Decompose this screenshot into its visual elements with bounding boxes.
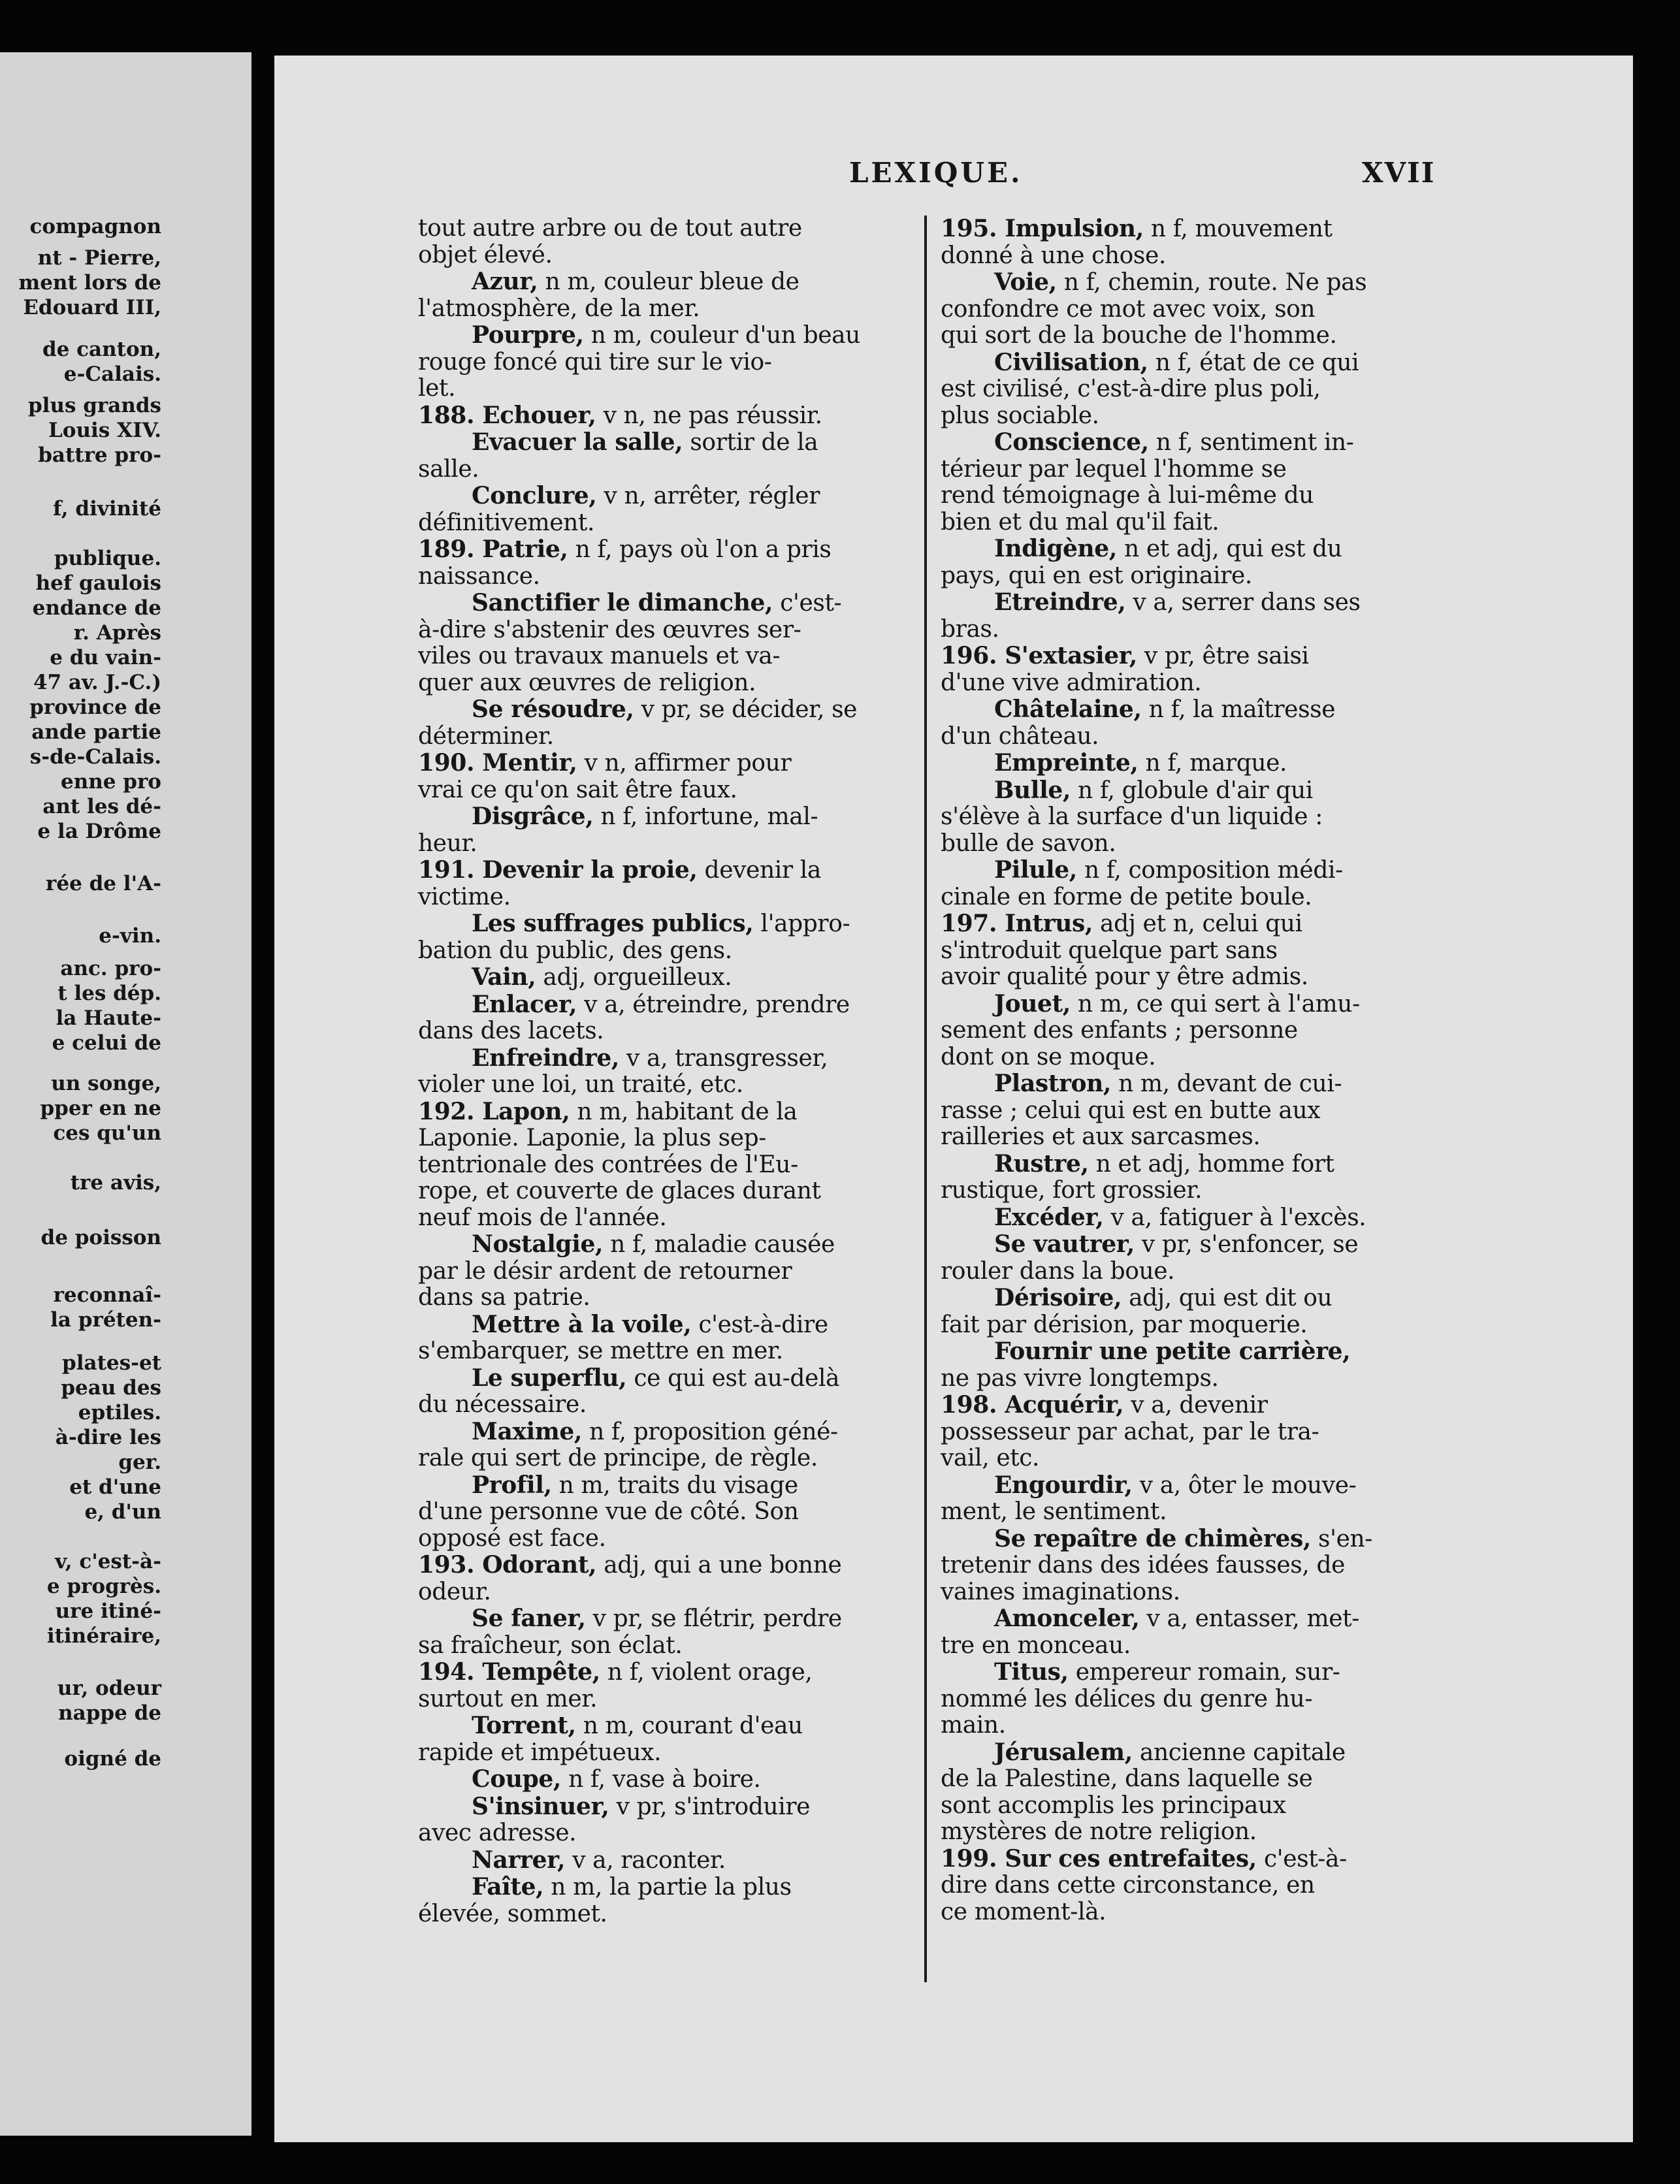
left-line: ger. (118, 1451, 161, 1474)
entry-line: Les suffrages publics, l'appro- (472, 910, 850, 937)
text-line: naissance. (418, 562, 540, 590)
entry-line: Torrent, n m, courant d'eau (472, 1712, 803, 1739)
text-line: avoir qualité pour y être admis. (941, 963, 1308, 990)
left-line: f, divinité (53, 497, 161, 521)
left-line: ces qu'un (53, 1121, 161, 1145)
numbered-entry-line: 193. Odorant, adj, qui a une bonne (418, 1551, 842, 1579)
text-line: railleries et aux sarcasmes. (941, 1123, 1261, 1150)
left-line: t les dép. (57, 982, 161, 1005)
text-line: déterminer. (418, 722, 554, 750)
entry-line: Excéder, v a, fatiguer à l'excès. (994, 1203, 1366, 1231)
entry-line: Etreindre, v a, serrer dans ses (994, 588, 1361, 616)
entry-line: Evacuer la salle, sortir de la (472, 428, 818, 456)
text-line: ment, le sentiment. (941, 1498, 1167, 1525)
text-line: dans sa patrie. (418, 1284, 590, 1311)
text-line: cinale en forme de petite boule. (941, 883, 1312, 910)
numbered-entry-line: 198. Acquérir, v a, devenir (941, 1391, 1268, 1419)
entry-line: Nostalgie, n f, maladie causée (472, 1230, 835, 1258)
text-line: l'atmosphère, de la mer. (418, 295, 700, 322)
left-line: ande partie (31, 720, 161, 744)
entry-line: Pourpre, n m, couleur d'un beau (472, 321, 860, 349)
left-line: endance de (32, 596, 161, 620)
left-page-fragment (0, 52, 251, 2136)
text-line: donné à une chose. (941, 242, 1166, 269)
entry-line: Se vautrer, v pr, s'enfoncer, se (994, 1230, 1359, 1258)
entry-line: Se repaître de chimères, s'en- (994, 1524, 1373, 1552)
left-line: Edouard III, (23, 296, 161, 319)
text-line: salle. (418, 455, 479, 483)
text-line: bulle de savon. (941, 829, 1116, 857)
text-line: qui sort de la bouche de l'homme. (941, 322, 1337, 349)
text-line: sa fraîcheur, son éclat. (418, 1631, 683, 1659)
text-line: viles ou travaux manuels et va- (418, 643, 781, 669)
entry-line: Jérusalem, ancienne capitale (994, 1738, 1346, 1766)
left-line: e la Drôme (37, 820, 161, 843)
numbered-entry-line: 199. Sur ces entrefaites, c'est-à- (941, 1844, 1347, 1872)
entry-line: Titus, empereur romain, sur- (994, 1658, 1340, 1686)
left-line: ant les dé- (42, 795, 161, 818)
entry-line: Mettre à la voile, c'est-à-dire (472, 1310, 828, 1338)
text-line: quer aux œuvres de religion. (418, 669, 756, 696)
text-line: bien et du mal qu'il fait. (941, 508, 1220, 536)
left-line: et d'une (69, 1475, 161, 1499)
entry-line: S'insinuer, v pr, s'introduire (472, 1792, 811, 1820)
text-line: rasse ; celui qui est en butte aux (941, 1097, 1321, 1124)
entry-line: Plastron, n m, devant de cui- (994, 1070, 1342, 1097)
numbered-entry-line: 192. Lapon, n m, habitant de la (418, 1097, 798, 1125)
left-line: publique. (54, 547, 161, 570)
left-line: tre avis, (70, 1171, 161, 1195)
entry-line: Disgrâce, n f, infortune, mal- (472, 803, 818, 830)
entry-line: Azur, n m, couleur bleue de (472, 268, 800, 295)
entry-line: Civilisation, n f, état de ce qui (994, 348, 1359, 376)
text-line: surtout en mer. (418, 1685, 598, 1712)
entry-line: Conscience, n f, sentiment in- (994, 428, 1354, 456)
text-line: confondre ce mot avec voix, son (941, 295, 1316, 323)
text-line: d'une vive admiration. (941, 669, 1202, 696)
text-line: élevée, sommet. (418, 1900, 607, 1927)
column-right (941, 216, 1453, 1925)
left-line: e progrès. (46, 1575, 161, 1598)
entry-line: Bulle, n f, globule d'air qui (994, 776, 1313, 804)
left-line: nt - Pierre, (37, 246, 161, 270)
text-line: rustique, fort grossier. (941, 1177, 1203, 1204)
text-line: bras. (941, 615, 999, 643)
column-left (418, 216, 914, 1927)
text-line: vrai ce qu'on sait être faux. (418, 776, 737, 803)
entry-line: Voie, n f, chemin, route. Ne pas (994, 268, 1367, 296)
text-line: dont on se moque. (941, 1043, 1156, 1070)
text-line: avec adresse. (418, 1820, 577, 1846)
text-line: let. (418, 375, 456, 402)
text-line: vail, etc. (941, 1445, 1040, 1471)
running-header (274, 157, 1633, 196)
text-line: rapide et impétueux. (418, 1739, 662, 1766)
left-line: ure itiné- (55, 1599, 161, 1623)
text-line: objet élevé. (418, 241, 553, 268)
entry-line: Engourdir, v a, ôter le mouve- (994, 1471, 1357, 1499)
text-line: opposé est face. (418, 1524, 606, 1552)
entry-line: Profil, n m, traits du visage (472, 1471, 798, 1499)
text-line: possesseur par achat, par le tra- (941, 1418, 1319, 1445)
page-number: XVII (1362, 157, 1436, 189)
page-title: LEXIQUE. (849, 157, 1023, 189)
text-line: ne pas vivre longtemps. (941, 1364, 1219, 1392)
text-line: de la Palestine, dans laquelle se (941, 1765, 1313, 1792)
entry-line: Narrer, v a, raconter. (472, 1846, 726, 1874)
text-line: odeur. (418, 1578, 491, 1605)
left-line: s-de-Calais. (29, 745, 161, 769)
text-line: dire dans cette circonstance, en (941, 1872, 1315, 1899)
left-line: la préten- (50, 1308, 161, 1332)
numbered-entry-line: 188. Echouer, v n, ne pas réussir. (418, 401, 822, 429)
text-line: ce moment-là. (941, 1898, 1107, 1925)
entry-line: Fournir une petite carrière, (994, 1338, 1351, 1365)
left-line: plus grands (28, 394, 161, 417)
text-line: rouler dans la boue. (941, 1257, 1175, 1285)
entry-line: Amonceler, v a, entasser, met- (994, 1605, 1359, 1632)
left-line: nappe de (58, 1701, 161, 1725)
left-line: peau des (61, 1376, 161, 1400)
left-line: e-vin. (99, 924, 161, 948)
left-line: e-Calais. (63, 362, 161, 386)
left-line: province de (29, 696, 161, 719)
numbered-entry-line: 194. Tempête, n f, violent orage, (418, 1658, 813, 1686)
entry-line: Conclure, v n, arrêter, régler (472, 482, 820, 509)
entry-line: Dérisoire, adj, qui est dit ou (994, 1284, 1333, 1311)
entry-line: Empreinte, n f, marque. (994, 749, 1287, 777)
text-line: rend témoignage à lui-même du (941, 482, 1314, 509)
column-divider (924, 216, 927, 1982)
right-page (274, 56, 1633, 2142)
text-line: neuf mois de l'année. (418, 1204, 667, 1231)
left-line: un songe, (51, 1072, 161, 1095)
text-line: rope, et couverte de glaces durant (418, 1178, 821, 1204)
numbered-entry-line: 196. S'extasier, v pr, être saisi (941, 642, 1309, 669)
text-line: violer une loi, un traité, etc. (418, 1071, 743, 1098)
left-line: pper en ne (40, 1097, 161, 1120)
text-line: s'élève à la surface d'un liquide : (941, 803, 1323, 830)
left-line: ur, odeur (57, 1677, 161, 1700)
text-line: tout autre arbre ou de tout autre (418, 215, 802, 242)
entry-line: Se résoudre, v pr, se décider, se (472, 696, 858, 723)
entry-line: Jouet, n m, ce qui sert à l'amu- (994, 989, 1360, 1018)
left-line: à-dire les (55, 1426, 161, 1449)
left-line: v, c'est-à- (55, 1550, 161, 1573)
entry-line: Le superflu, ce qui est au-delà (472, 1364, 840, 1392)
text-line: est civilisé, c'est-à-dire plus poli, (941, 376, 1321, 402)
text-line: tre en monceau. (941, 1631, 1131, 1659)
numbered-entry-line: 197. Intrus, adj et n, celui qui (941, 910, 1302, 937)
entry-line: Rustre, n et adj, homme fort (994, 1149, 1334, 1178)
left-line: plates-et (62, 1351, 161, 1375)
numbered-entry-line: 189. Patrie, n f, pays où l'on a pris (418, 536, 832, 563)
text-line: sont accomplis les principaux (941, 1791, 1286, 1819)
numbered-entry-line: 195. Impulsion, n f, mouvement (941, 215, 1333, 242)
entry-line: Sanctifier le dimanche, c'est- (472, 589, 842, 617)
entry-line: Indigène, n et adj, qui est du (994, 535, 1342, 562)
left-line: Louis XIV. (48, 419, 161, 442)
text-line: d'une personne vue de côté. Son (418, 1498, 799, 1525)
left-line: e celui de (52, 1031, 161, 1055)
text-line: du nécessaire. (418, 1391, 587, 1418)
text-line: dans des lacets. (418, 1018, 604, 1044)
entry-line: Enlacer, v a, étreindre, prendre (472, 990, 850, 1018)
text-line: bation du public, des gens. (418, 937, 732, 964)
text-line: main. (941, 1712, 1006, 1739)
numbered-entry-line: 191. Devenir la proie, devenir la (418, 856, 821, 884)
entry-line: Coupe, n f, vase à boire. (472, 1765, 761, 1793)
left-line: anc. pro- (60, 957, 161, 980)
left-line: la Haute- (56, 1006, 161, 1030)
text-line: vaines imaginations. (941, 1578, 1180, 1605)
text-line: rale qui sert de principe, de règle. (418, 1445, 818, 1471)
entry-line: Enfreindre, v a, transgresser, (472, 1044, 828, 1072)
left-line: r. Après (73, 621, 161, 645)
left-line: enne pro (60, 770, 161, 794)
left-line: reconnaî- (53, 1283, 161, 1307)
text-line: heur. (418, 829, 477, 857)
text-line: s'introduit quelque part sans (941, 937, 1278, 964)
text-line: mystères de notre religion. (941, 1818, 1257, 1845)
entry-line: Pilule, n f, composition médi- (994, 856, 1343, 884)
text-line: rouge foncé qui tire sur le vio- (418, 348, 772, 376)
text-line: sement des enfants ; personne (941, 1017, 1298, 1044)
text-line: tentrionale des contrées de l'Eu- (418, 1151, 798, 1178)
left-line: 47 av. J.-C.) (33, 671, 161, 694)
numbered-entry-line: 190. Mentir, v n, affirmer pour (418, 749, 792, 777)
text-line: Laponie. Laponie, la plus sep- (418, 1125, 767, 1151)
text-line: tretenir dans des idées fausses, de (941, 1552, 1346, 1579)
left-line: eptiles. (78, 1401, 161, 1424)
text-line: térieur par lequel l'homme se (941, 455, 1287, 483)
entry-line: Se faner, v pr, se flétrir, perdre (472, 1605, 842, 1632)
entry-line: Châtelaine, n f, la maîtresse (994, 696, 1336, 723)
left-line: de poisson (40, 1226, 161, 1249)
left-line: battre pro- (38, 443, 161, 467)
entry-line: Maxime, n f, proposition géné- (472, 1417, 838, 1445)
left-line: oigné de (64, 1747, 161, 1771)
entry-line: Vain, adj, orgueilleux. (472, 963, 732, 991)
text-line: nommé les délices du genre hu- (941, 1685, 1313, 1712)
left-line: hef gaulois (35, 571, 161, 595)
text-line: victime. (418, 883, 511, 910)
text-line: par le désir ardent de retourner (418, 1257, 792, 1285)
text-line: fait par dérision, par moquerie. (941, 1311, 1308, 1338)
left-line: de canton, (42, 338, 161, 361)
text-line: plus sociable. (941, 402, 1099, 429)
text-line: s'embarquer, se mettre en mer. (418, 1338, 783, 1364)
text-line: définitivement. (418, 509, 595, 536)
left-line: rée de l'A- (46, 872, 161, 895)
text-line: pays, qui en est originaire. (941, 562, 1252, 589)
left-line: ment lors de (18, 271, 161, 295)
left-line: e, d'un (84, 1500, 161, 1524)
left-line: e du vain- (50, 646, 161, 669)
entry-line: Faîte, n m, la partie la plus (472, 1873, 792, 1901)
text-line: d'un château. (941, 722, 1099, 750)
left-line: compagnon (29, 215, 161, 238)
text-line: à-dire s'abstenir des œuvres ser- (418, 616, 801, 643)
left-line: itinéraire, (46, 1624, 161, 1648)
